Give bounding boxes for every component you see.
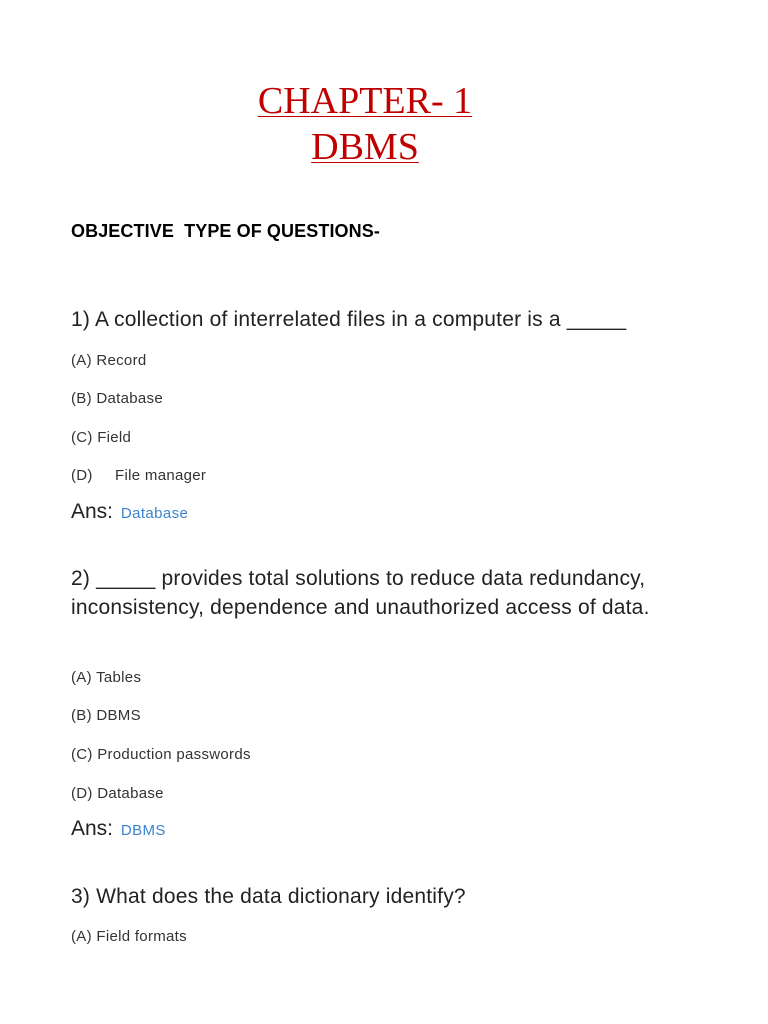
question-1-option-c: (C) Field xyxy=(71,429,132,446)
question-2-option-c: (C) Production passwords xyxy=(71,746,251,763)
question-2-answer xyxy=(71,817,166,841)
question-2-text: 2) _____ provides total solutions to reduce data redundancy, inconsistency, dependence and unauthorized access of data. xyxy=(71,567,650,619)
chapter-title-line-2: DBMS xyxy=(311,126,419,168)
chapter-title-line-1: CHAPTER- 1 xyxy=(257,80,473,122)
section-heading: OBJECTIVE TYPE OF QUESTIONS- xyxy=(71,221,380,241)
answer-value: DBMS xyxy=(120,822,166,839)
question-2-option-d: (D) Database xyxy=(71,785,164,802)
question-3-text: 3) What does the data dictionary identify? xyxy=(71,885,466,908)
question-3-option-a: (A) Field formats xyxy=(71,928,187,945)
question-2-option-b: (B) DBMS xyxy=(71,707,141,724)
question-1-text: 1) A collection of interrelated files in a computer is a _____ xyxy=(71,308,627,331)
question-2-option-a: (A) Tables xyxy=(71,669,142,686)
answer-label: Ans: xyxy=(71,500,114,523)
question-1-option-a: (A) Record xyxy=(71,352,147,369)
question-1-answer xyxy=(71,500,188,524)
answer-label: Ans: xyxy=(71,817,114,840)
question-1-option-b: (B) Database xyxy=(71,390,163,407)
question-1-option-d: (D) File manager xyxy=(71,467,207,484)
answer-value: Database xyxy=(120,505,189,522)
chapter-title xyxy=(0,78,730,170)
